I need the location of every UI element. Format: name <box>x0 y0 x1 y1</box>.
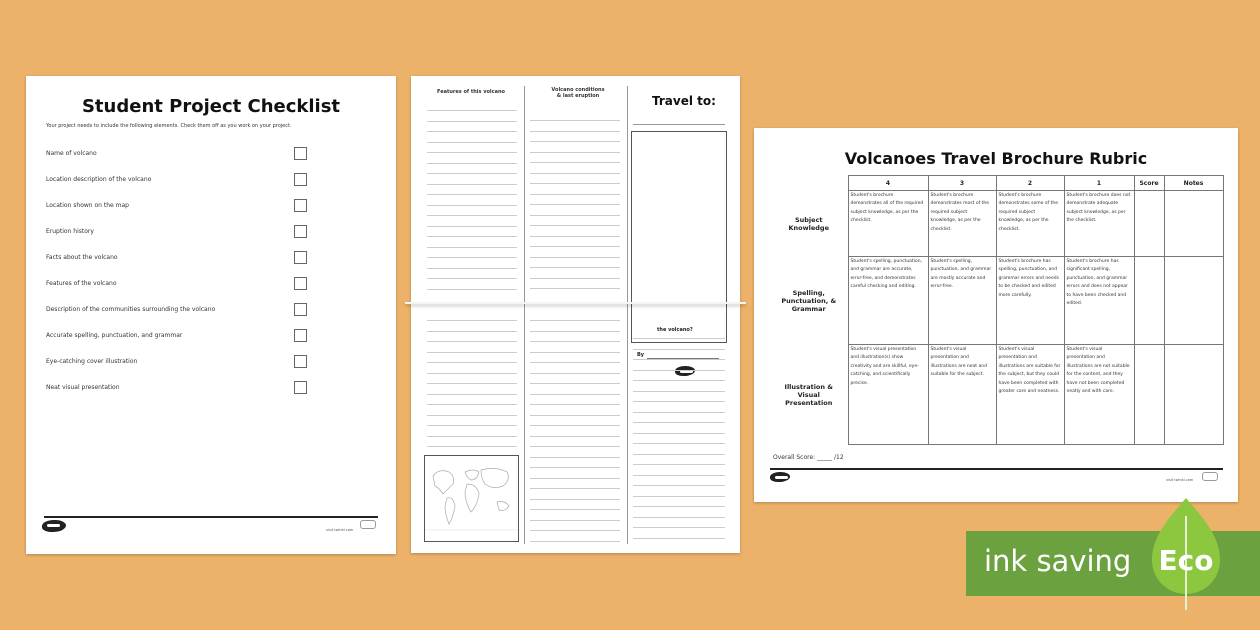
writing-line <box>530 236 620 237</box>
writing-line <box>633 433 725 434</box>
writing-line <box>427 131 517 132</box>
writing-line <box>530 446 620 447</box>
checklist-item <box>46 303 288 317</box>
writing-line <box>427 446 517 447</box>
writing-line <box>427 184 517 185</box>
checklist-page <box>26 76 396 554</box>
checklist-item-label: Features of the volcano <box>46 280 117 287</box>
checklist-item <box>46 277 288 291</box>
writing-line <box>530 204 620 205</box>
writing-line <box>530 373 620 374</box>
travel-underline <box>633 124 725 125</box>
writing-line <box>427 341 517 342</box>
writing-line <box>530 457 620 458</box>
rubric-cell: Student's brochure does not demonstrate adequate subject knowledge, as per the checklist. <box>1064 191 1134 257</box>
writing-line <box>427 110 517 111</box>
writing-line <box>530 246 620 247</box>
footer-url: visit twinkl.com <box>1166 478 1194 482</box>
checklist-item <box>46 355 288 369</box>
rubric-table <box>770 175 1224 445</box>
rubric-cell: Student's visual presentation and illustrations are neat and suitable for the subject. <box>928 345 996 445</box>
writing-line <box>633 401 725 402</box>
fold-edge <box>405 302 746 304</box>
writing-line <box>633 506 725 507</box>
checklist-item <box>46 199 288 213</box>
checkbox[interactable] <box>294 329 307 342</box>
writing-line <box>530 436 620 437</box>
writing-line <box>633 538 725 539</box>
checklist-item <box>46 329 288 343</box>
conditions-column-heading <box>528 87 628 99</box>
footer-divider <box>44 516 378 518</box>
rubric-criterion: Subject Knowledge <box>770 191 848 257</box>
column-divider <box>627 86 628 544</box>
rubric-header-cell: 3 <box>928 176 996 191</box>
conditions-heading-line2: & last eruption <box>556 93 600 99</box>
writing-line <box>633 496 725 497</box>
writing-line <box>427 415 517 416</box>
eco-leaf-label: Eco <box>1158 544 1214 577</box>
writing-line <box>427 236 517 237</box>
checklist-item-label: Eye-catching cover illustration <box>46 358 138 365</box>
writing-line <box>530 267 620 268</box>
writing-line <box>633 359 725 360</box>
rubric-header-cell: Score <box>1134 176 1164 191</box>
checklist-item-label: Location description of the volcano <box>46 176 152 183</box>
rubric-criterion: Illustration & Visual Presentation <box>770 345 848 445</box>
writing-line <box>530 541 620 542</box>
twinkl-logo-icon <box>770 472 790 482</box>
checklist-item-label: Facts about the volcano <box>46 254 118 261</box>
writing-line <box>427 205 517 206</box>
writing-line <box>530 415 620 416</box>
writing-line <box>530 320 620 321</box>
writing-line <box>427 383 517 384</box>
checklist-item-label: Location shown on the map <box>46 202 129 209</box>
writing-line <box>633 443 725 444</box>
travel-to-heading: Travel to: <box>652 94 716 108</box>
writing-line <box>427 121 517 122</box>
writing-line <box>530 467 620 468</box>
checklist-item-label: Neat visual presentation <box>46 384 120 391</box>
rubric-page <box>754 128 1238 502</box>
checklist-item <box>46 225 288 239</box>
writing-line <box>530 173 620 174</box>
writing-line <box>427 257 517 258</box>
rubric-cell: Student's brochure demonstrates some of the required subject knowledge, as per the checklist. <box>996 191 1064 257</box>
writing-line <box>530 520 620 521</box>
column-divider <box>524 86 525 544</box>
writing-line <box>427 320 517 321</box>
writing-line <box>633 454 725 455</box>
checkbox[interactable] <box>294 355 307 368</box>
twinkl-logo-icon <box>675 366 695 376</box>
writing-line <box>530 162 620 163</box>
writing-line <box>530 404 620 405</box>
writing-line <box>530 425 620 426</box>
checkbox[interactable] <box>294 277 307 290</box>
rubric-header-cell: 4 <box>848 176 928 191</box>
writing-line <box>427 226 517 227</box>
rubric-header-cell: 2 <box>996 176 1064 191</box>
writing-line <box>633 338 725 339</box>
rubric-cell: Student's brochure demonstrates all of the required subject knowledge, as per the checklist. <box>848 191 928 257</box>
writing-line <box>530 152 620 153</box>
checklist-item-label: Description of the communities surrounding the volcano <box>46 306 216 313</box>
writing-line <box>633 370 725 371</box>
rubric-cell: Student's brochure has spelling, punctuation, and grammar errors and needs to be checked and edited more carefully. <box>996 257 1064 345</box>
rubric-header-cell: 1 <box>1064 176 1134 191</box>
rubric-cell: Student's brochure demonstrates most of the required subject knowledge, as per the checklist. <box>928 191 996 257</box>
checkbox[interactable] <box>294 173 307 186</box>
writing-line <box>530 131 620 132</box>
writing-line <box>427 394 517 395</box>
writing-line <box>530 394 620 395</box>
writing-line <box>530 341 620 342</box>
writing-line <box>427 289 517 290</box>
features-column-heading: Features of this volcano <box>437 89 505 95</box>
checklist-title: Student Project Checklist <box>81 96 341 117</box>
writing-line <box>427 278 517 279</box>
conditions-heading-line1: Volcano conditions <box>551 87 605 93</box>
writing-line <box>427 268 517 269</box>
checkbox[interactable] <box>294 251 307 264</box>
writing-line <box>427 194 517 195</box>
checklist-item <box>46 173 288 187</box>
writing-line <box>530 499 620 500</box>
checklist-item-label: Name of volcano <box>46 150 97 157</box>
rubric-notes-cell[interactable] <box>1164 257 1223 345</box>
rubric-row <box>770 257 1223 345</box>
rubric-cell: Student's spelling, punctuation, and grammar are mostly accurate and error-free. <box>928 257 996 345</box>
writing-line <box>633 485 725 486</box>
twinkl-logo-icon <box>42 520 66 532</box>
writing-line <box>427 142 517 143</box>
rubric-criterion: Spelling, Punctuation, & Grammar <box>770 257 848 345</box>
writing-line <box>633 349 725 350</box>
overall-score: Overall Score: _____ /12 <box>773 454 844 461</box>
writing-line <box>530 331 620 332</box>
writing-line <box>530 288 620 289</box>
checklist-item-label: Eruption history <box>46 228 94 235</box>
checkbox[interactable] <box>294 147 307 160</box>
writing-line <box>427 152 517 153</box>
rubric-header-cell: Notes <box>1164 176 1223 191</box>
rubric-score-cell[interactable] <box>1134 345 1164 445</box>
rubric-header-row <box>770 176 1223 191</box>
writing-line <box>633 412 725 413</box>
rubric-corner-cell <box>770 176 848 191</box>
by-label: By <box>637 352 645 358</box>
writing-line <box>530 225 620 226</box>
brochure-question-fragment: the volcano? <box>657 327 693 333</box>
checkbox[interactable] <box>294 225 307 238</box>
writing-line <box>633 475 725 476</box>
rubric-cell: Student's visual presentation and illustrations are suitable for the subject, but they could have been completed with greater care and neatness. <box>996 345 1064 445</box>
writing-line <box>427 247 517 248</box>
rubric-cell: Student's brochure has significant spelling, punctuation, and grammar errors and does not appear to have been checked and edited. <box>1064 257 1134 345</box>
rubric-cell: Student's visual presentation and illustration(s) show creativity and are skillful, eye-catching, and scientifically precise. <box>848 345 928 445</box>
writing-line <box>530 509 620 510</box>
writing-line <box>633 380 725 381</box>
checklist-item <box>46 381 288 395</box>
cover-illustration-frame <box>631 131 727 343</box>
writing-line <box>530 362 620 363</box>
writing-line <box>530 530 620 531</box>
writing-line <box>633 517 725 518</box>
checklist-item-label: Accurate spelling, punctuation, and grammar <box>46 332 183 339</box>
writing-line <box>427 436 517 437</box>
writing-line <box>530 352 620 353</box>
writing-line <box>427 173 517 174</box>
footer-divider <box>770 468 1223 470</box>
writing-line <box>427 352 517 353</box>
world-map-image <box>424 455 519 542</box>
rubric-row <box>770 191 1223 257</box>
writing-line <box>427 362 517 363</box>
checkbox[interactable] <box>294 381 307 394</box>
writing-line <box>530 120 620 121</box>
rubric-score-cell[interactable] <box>1134 257 1164 345</box>
eco-mini-icon <box>360 520 376 529</box>
rubric-notes-cell[interactable] <box>1164 345 1223 445</box>
writing-line <box>530 183 620 184</box>
writing-line <box>530 383 620 384</box>
writing-line <box>530 141 620 142</box>
writing-line <box>427 331 517 332</box>
writing-line <box>427 425 517 426</box>
writing-line <box>530 478 620 479</box>
rubric-title: Volcanoes Travel Brochure Rubric <box>844 149 1148 168</box>
writing-line <box>427 163 517 164</box>
rubric-cell: Student's visual presentation and illustrations are not suitable for the content, and they have not been completed neatly and with care. <box>1064 345 1134 445</box>
footer-url: visit twinkl.com <box>326 528 354 532</box>
rubric-cell: Student's spelling, punctuation, and grammar are accurate, error-free, and demonstrates careful checking and editing. <box>848 257 928 345</box>
eco-mini-icon <box>1202 472 1218 481</box>
writing-line <box>427 373 517 374</box>
rubric-score-cell[interactable] <box>1134 191 1164 257</box>
writing-line <box>530 488 620 489</box>
writing-line <box>633 527 725 528</box>
writing-line <box>530 257 620 258</box>
ink-saving-label: ink saving <box>984 544 1132 578</box>
checkbox[interactable] <box>294 303 307 316</box>
writing-line <box>633 391 725 392</box>
writing-line <box>633 464 725 465</box>
checkbox[interactable] <box>294 199 307 212</box>
checklist-item <box>46 251 288 265</box>
writing-line <box>530 194 620 195</box>
writing-line <box>633 422 725 423</box>
writing-line <box>530 278 620 279</box>
checklist-intro: Your project needs to include the following elements. Check them off as you work on your project. <box>46 123 292 129</box>
writing-line <box>427 404 517 405</box>
brochure-page <box>411 76 740 553</box>
writing-line <box>530 215 620 216</box>
rubric-row <box>770 345 1223 445</box>
rubric-notes-cell[interactable] <box>1164 191 1223 257</box>
writing-line <box>427 215 517 216</box>
checklist-item <box>46 147 288 161</box>
